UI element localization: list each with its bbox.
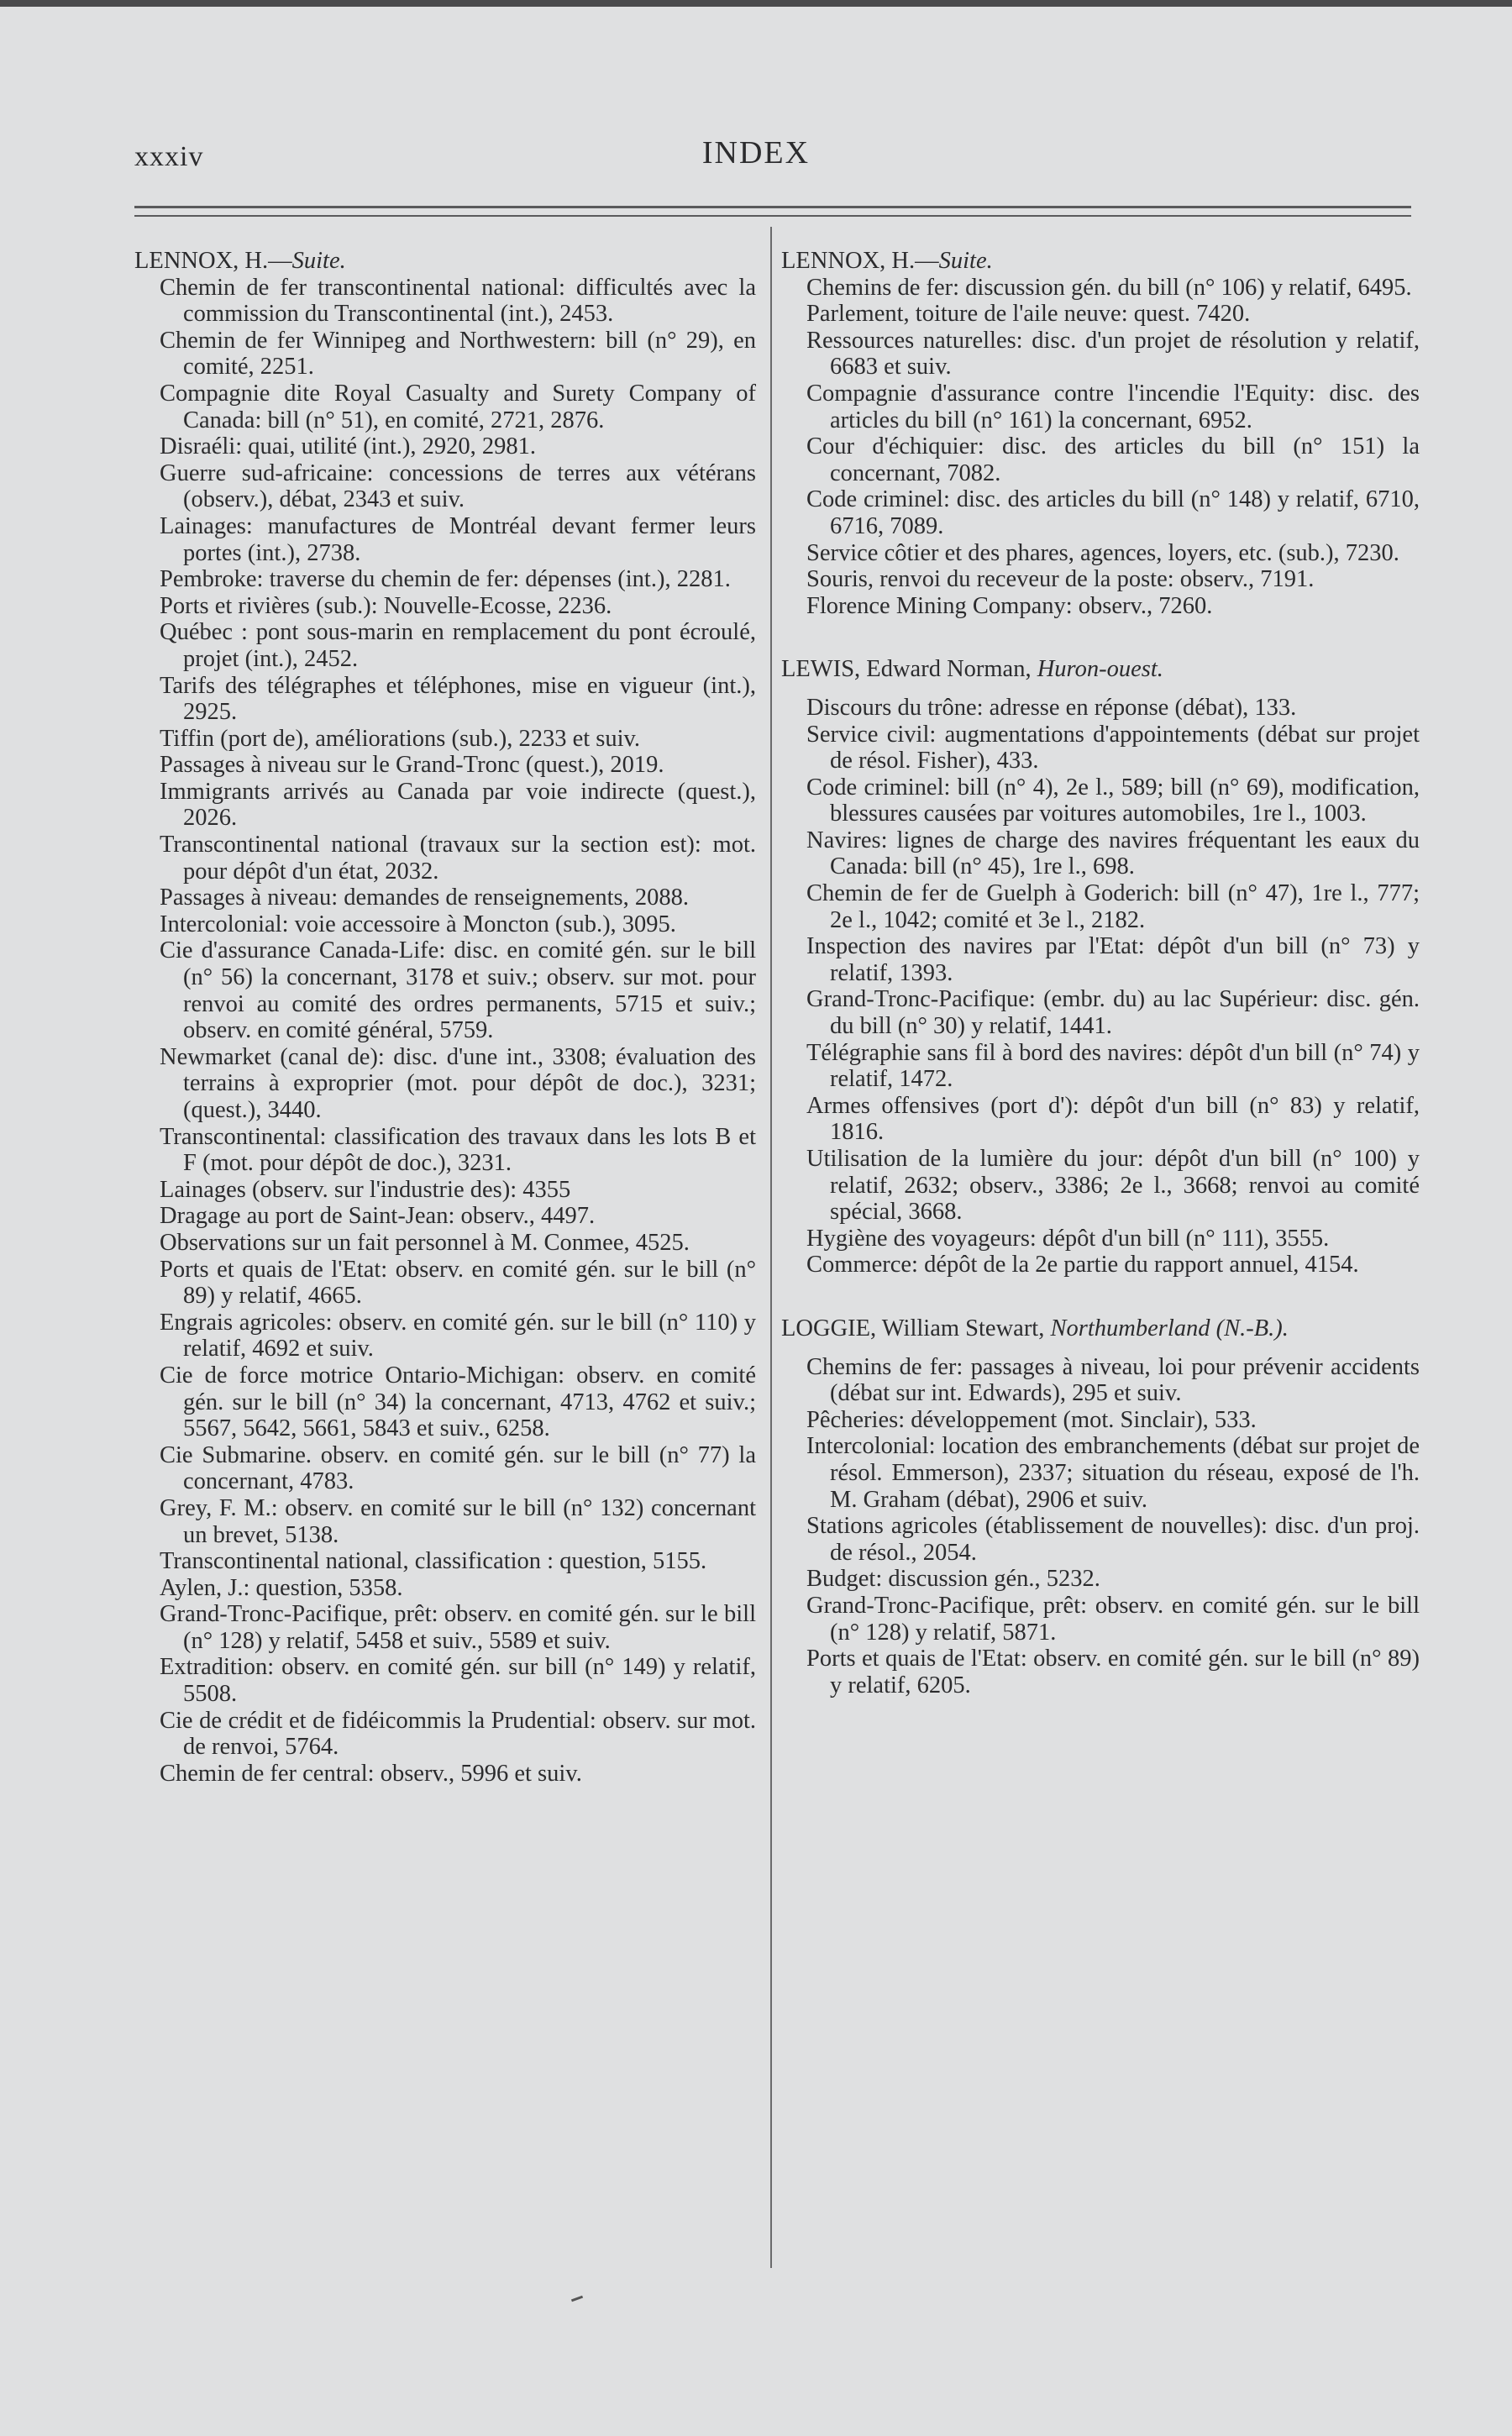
page-edge <box>0 0 1512 7</box>
index-entry: Grand-Tronc-Pacifique, prêt: observ. en comité gén. sur le bill (n° 128) y relatif, 5871. <box>806 1592 1420 1646</box>
index-entry: Service côtier et des phares, agences, loyers, etc. (sub.), 7230. <box>806 539 1399 566</box>
index-entry: Cour d'échiquier: disc. des articles du bill (n° 151) la concernant, 7082. <box>806 433 1420 486</box>
index-entry: Compagnie dite Royal Casualty and Surety Company of Canada: bill (n° 51), en comité, 2721, 2876. <box>160 380 756 433</box>
entry-heading: LOGGIE, William Stewart, Northumberland (N.-B.). <box>781 1315 1289 1341</box>
header-rule-thin <box>134 215 1411 217</box>
index-entry: Passages à niveau: demandes de renseignements, 2088. <box>160 885 689 911</box>
index-entry: Budget: discussion gén., 5232. <box>806 1566 1100 1593</box>
index-entry: Stations agricoles (établissement de nouvelles): disc. d'un proj. de résol., 2054. <box>806 1513 1420 1566</box>
index-entry: Cie de crédit et de fidéicommis la Prudential: observ. sur mot. de renvoi, 5764. <box>160 1707 756 1761</box>
index-entry: Passages à niveau sur le Grand-Tronc (quest.), 2019. <box>160 752 664 779</box>
index-entry: Commerce: dépôt de la 2e partie du rapport annuel, 4154. <box>806 1252 1359 1278</box>
index-entry: Transcontinental national, classification : question, 5155. <box>160 1548 707 1575</box>
index-entry: Extradition: observ. en comité gén. sur bill (n° 149) y relatif, 5508. <box>160 1654 756 1708</box>
index-entry: Ports et quais de l'Etat: observ. en comité gén. sur le bill (n° 89) y relatif, 4665. <box>160 1256 756 1310</box>
entry-list <box>781 695 1420 1278</box>
index-entry: Utilisation de la lumière du jour: dépôt d'un bill (n° 100) y relatif, 2632; observ., 3386; 2e l., 3668; renvoi au comité spécial, 3668. <box>806 1146 1420 1226</box>
index-entry: Intercolonial: voie accessoire à Moncton (sub.), 3095. <box>160 911 676 937</box>
index-entry: Immigrants arrivés au Canada par voie indirecte (quest.), 2026. <box>160 778 756 832</box>
page-number: xxxiv <box>134 141 204 172</box>
index-entry: Chemins de fer: passages à niveau, loi pour prévenir accidents (débat sur int. Edwards), 295 et suiv. <box>806 1353 1420 1407</box>
index-entry: Transcontinental: classification des travaux dans les lots B et F (mot. pour dépôt de doc.), 3231. <box>160 1123 756 1177</box>
index-entry: Grand-Tronc-Pacifique, prêt: observ. en comité gén. sur le bill (n° 128) y relatif, 5458 et suiv., 5589 et suiv. <box>160 1601 756 1654</box>
left-column <box>134 248 756 1787</box>
page-title: INDEX <box>701 135 811 171</box>
index-entry: Dragage au port de Saint-Jean: observ., 4497. <box>160 1203 596 1230</box>
index-entry: Code criminel: disc. des articles du bill (n° 148) y relatif, 6710, 6716, 7089. <box>806 486 1420 539</box>
index-entry: Code criminel: bill (n° 4), 2e l., 589; bill (n° 69), modification, blessures causées par voitures automobiles, 1re l., 1003. <box>806 774 1420 827</box>
entry-list <box>781 1354 1420 1699</box>
index-entry: Chemin de fer transcontinental national: difficultés avec la commission du Transcontinental (int.), 2453. <box>160 274 756 328</box>
index-entry: Chemins de fer: discussion gén. du bill (n° 106) y relatif, 6495. <box>806 274 1412 301</box>
index-entry: Cie de force motrice Ontario-Michigan: observ. en comité gén. sur le bill (n° 34) la concernant, 4713, 4762 et suiv.; 5567, 5642, 5661, 5843 et suiv., 6258. <box>160 1362 756 1442</box>
index-entry: Lainages: manufactures de Montréal devant fermer leurs portes (int.), 2738. <box>160 512 756 566</box>
index-entry: Hygiène des voyageurs: dépôt d'un bill (n° 111), 3555. <box>806 1225 1330 1252</box>
index-entry: Ports et rivières (sub.): Nouvelle-Ecosse, 2236. <box>160 592 612 619</box>
index-entry: Intercolonial: location des embranchements (débat sur projet de résol. Emmerson), 2337; situation du réseau, exposé de l'h. M. Graham (débat), 2906 et suiv. <box>806 1433 1420 1513</box>
index-entry: Ressources naturelles: disc. d'un projet de résolution y relatif, 6683 et suiv. <box>806 327 1420 381</box>
index-entry: Cie Submarine. observ. en comité gén. sur le bill (n° 77) la concernant, 4783. <box>160 1441 756 1495</box>
index-entry: Ports et quais de l'Etat: observ. en comité gén. sur le bill (n° 89) y relatif, 6205. <box>806 1646 1420 1698</box>
entry-list <box>781 275 1420 620</box>
index-entry: Lainages (observ. sur l'industrie des): 4355 <box>160 1176 571 1203</box>
index-entry: Pêcheries: développement (mot. Sinclair), 533. <box>806 1406 1257 1433</box>
index-entry: Grand-Tronc-Pacifique: (embr. du) au lac Supérieur: disc. gén. du bill (n° 30) y relatif, 1441. <box>806 986 1420 1040</box>
index-entry: Pembroke: traverse du chemin de fer: dépenses (int.), 2281. <box>160 566 731 593</box>
index-entry: Disraéli: quai, utilité (int.), 2920, 2981. <box>160 433 537 460</box>
index-entry: Guerre sud-africaine: concessions de terres aux vétérans (observ.), débat, 2343 et suiv. <box>160 459 756 513</box>
header-rule <box>134 206 1411 208</box>
index-entry: Québec : pont sous-marin en remplacement du pont écroulé, projet (int.), 2452. <box>160 619 756 672</box>
index-entry: Compagnie d'assurance contre l'incendie l'Equity: disc. des articles du bill (n° 161) la concernant, 6952. <box>806 380 1420 433</box>
index-entry: Observations sur un fait personnel à M. Conmee, 4525. <box>160 1229 690 1256</box>
index-entry: Souris, renvoi du receveur de la poste: observ., 7191. <box>806 566 1315 593</box>
page-header <box>0 134 1512 185</box>
index-entry: Discours du trône: adresse en réponse (débat), 133. <box>806 694 1297 721</box>
index-entry: Aylen, J.: question, 5358. <box>160 1574 403 1601</box>
index-entry: Cie d'assurance Canada-Life: disc. en comité gén. sur le bill (n° 56) la concernant, 3178 et suiv.; observ. sur mot. pour renvoi au comité des ordres permanents, 5715 et suiv.; observ. en comité général, 5759. <box>160 937 756 1044</box>
index-entry: Florence Mining Company: observ., 7260. <box>806 592 1213 619</box>
index-entry: Grey, F. M.: observ. en comité sur le bill (n° 132) concernant un brevet, 5138. <box>160 1494 756 1548</box>
index-entry: Service civil: augmentations d'appointements (débat sur projet de résol. Fisher), 433. <box>806 721 1420 774</box>
index-entry: Tiffin (port de), améliorations (sub.), 2233 et suiv. <box>160 725 641 752</box>
entry-list <box>134 275 756 1788</box>
right-column <box>781 248 1420 1698</box>
index-entry: Engrais agricoles: observ. en comité gén. sur le bill (n° 110) y relatif, 4692 et suiv. <box>160 1309 756 1362</box>
index-entry: Chemin de fer Winnipeg and Northwestern: bill (n° 29), en comité, 2251. <box>160 327 756 381</box>
index-entry: Chemin de fer central: observ., 5996 et suiv. <box>160 1760 582 1787</box>
entry-heading: LEWIS, Edward Norman, Huron-ouest. <box>781 656 1163 683</box>
column-divider <box>770 227 772 2268</box>
index-entry: Inspection des navires par l'Etat: dépôt d'un bill (n° 73) y relatif, 1393. <box>806 933 1420 986</box>
entry-heading: LENNOX, H.—Suite. <box>781 248 993 274</box>
index-entry: Télégraphie sans fil à bord des navires: dépôt d'un bill (n° 74) y relatif, 1472. <box>806 1039 1420 1093</box>
index-entry: Armes offensives (port d'): dépôt d'un bill (n° 83) y relatif, 1816. <box>806 1092 1420 1146</box>
entry-heading: LENNOX, H.—Suite. <box>134 248 346 274</box>
index-entry: Transcontinental national (travaux sur la section est): mot. pour dépôt d'un état, 2032. <box>160 832 756 885</box>
index-entry: Tarifs des télégraphes et téléphones, mise en vigueur (int.), 2925. <box>160 672 756 726</box>
index-entry: Navires: lignes de charge des navires fréquentant les eaux du Canada: bill (n° 45), 1re l., 698. <box>806 827 1420 880</box>
index-entry: Parlement, toiture de l'aile neuve: quest. 7420. <box>806 301 1251 328</box>
index-entry: Newmarket (canal de): disc. d'une int., 3308; évaluation des terrains à exproprier (mot. pour dépôt de doc.), 3231; (quest.), 3440. <box>160 1043 756 1123</box>
index-entry: Chemin de fer de Guelph à Goderich: bill (n° 47), 1re l., 777; 2e l., 1042; comité et 3e l., 2182. <box>806 880 1420 933</box>
ink-mark <box>571 2296 583 2302</box>
